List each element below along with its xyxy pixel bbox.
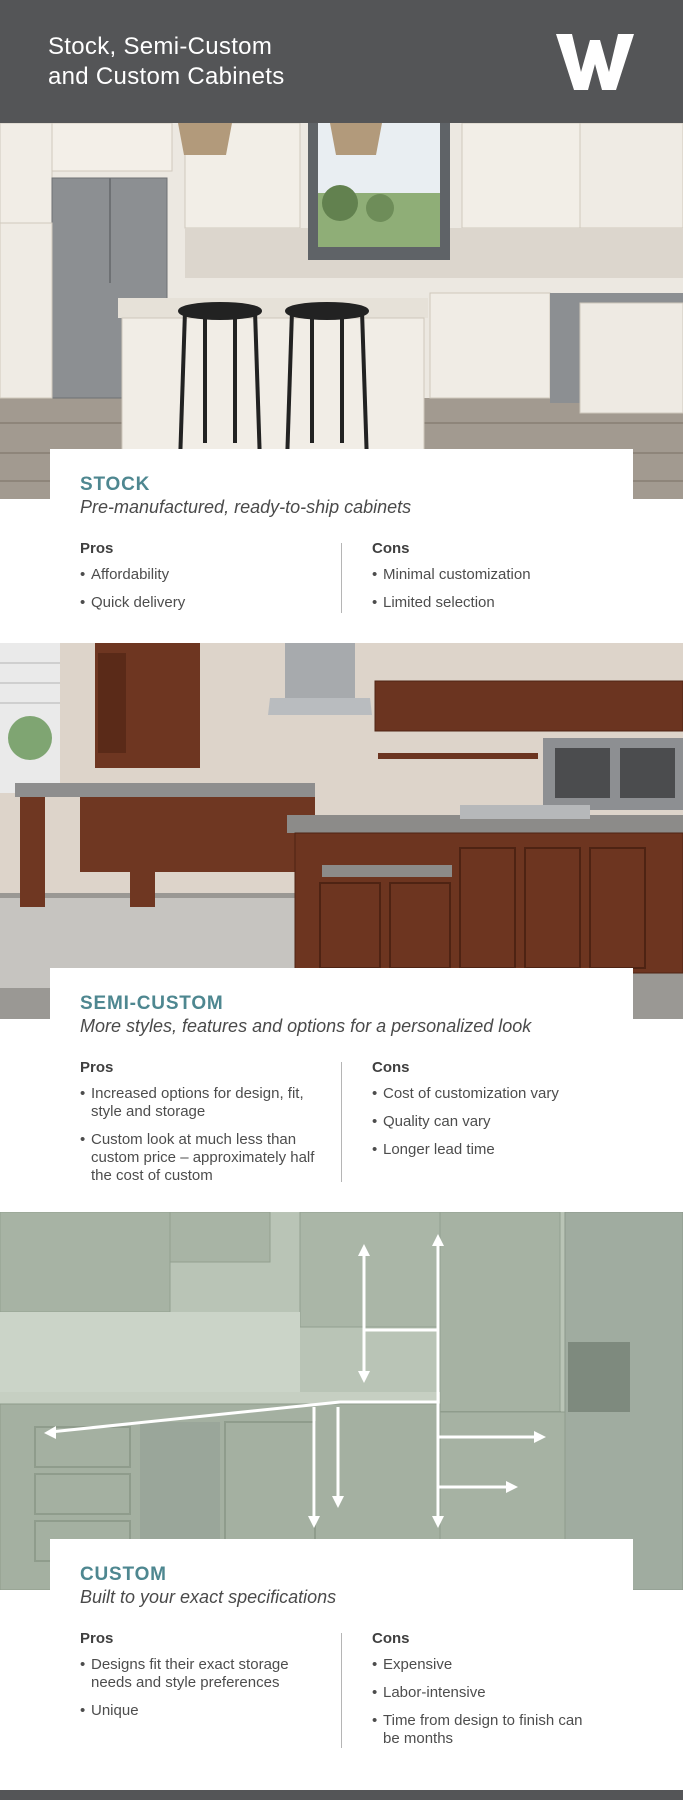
pros-item: • Unique — [80, 1702, 325, 1720]
cons-item: • Longer lead time — [372, 1141, 622, 1159]
cons-item: • Labor-intensive — [372, 1684, 602, 1702]
custom-card — [50, 1539, 633, 1790]
stock-card — [50, 449, 633, 649]
section-subtitle: Pre-manufactured, ready-to-ship cabinets — [80, 497, 412, 517]
cons-column — [372, 540, 622, 622]
stock-kitchen-photo — [0, 123, 683, 499]
column-divider — [341, 543, 342, 613]
semi-custom-kitchen-photo — [0, 643, 683, 1019]
cons-item: • Time from design to finish can be months — [372, 1712, 602, 1748]
cons-item: • Limited selection — [372, 594, 622, 612]
column-divider — [341, 1062, 342, 1182]
page-title-line-1: Stock, Semi-Custom — [48, 33, 273, 60]
pros-column — [80, 1630, 325, 1730]
pros-heading: Pros — [80, 1059, 114, 1076]
w-logo-icon — [556, 32, 634, 92]
pros-heading: Pros — [80, 1630, 114, 1647]
footer-bar — [0, 1790, 683, 1800]
pros-column — [80, 540, 330, 622]
column-divider — [341, 1633, 342, 1748]
section-subtitle: Built to your exact specifications — [80, 1587, 337, 1607]
section-title: CUSTOM — [80, 1564, 167, 1585]
section-title: SEMI-CUSTOM — [80, 993, 224, 1014]
pros-heading: Pros — [80, 540, 114, 557]
cons-heading: Cons — [372, 1630, 410, 1647]
cons-item: • Quality can vary — [372, 1113, 622, 1131]
cons-item: • Cost of customization vary — [372, 1085, 622, 1103]
pros-item: • Designs fit their exact storage needs and style preferences — [80, 1656, 325, 1692]
pros-item: • Affordability — [80, 566, 330, 584]
cons-item: • Expensive — [372, 1656, 602, 1674]
pros-item: • Increased options for design, fit, style and storage — [80, 1085, 325, 1121]
section-subtitle: More styles, features and options for a personalized look — [80, 1016, 532, 1036]
semi-custom-card — [50, 968, 633, 1212]
cons-item: • Minimal customization — [372, 566, 622, 584]
pros-item: • Custom look at much less than custom price – approximately half the cost of custom — [80, 1131, 325, 1185]
page-title-line-2: and Custom Cabinets — [48, 63, 285, 90]
cons-column — [372, 1630, 602, 1758]
cons-heading: Cons — [372, 1059, 410, 1076]
custom-kitchen-photo — [0, 1212, 683, 1590]
section-title: STOCK — [80, 474, 151, 495]
pros-column — [80, 1059, 325, 1195]
page-title — [48, 32, 285, 92]
cons-heading: Cons — [372, 540, 410, 557]
pros-item: • Quick delivery — [80, 594, 330, 612]
header-banner — [0, 0, 683, 123]
cons-column — [372, 1059, 622, 1169]
